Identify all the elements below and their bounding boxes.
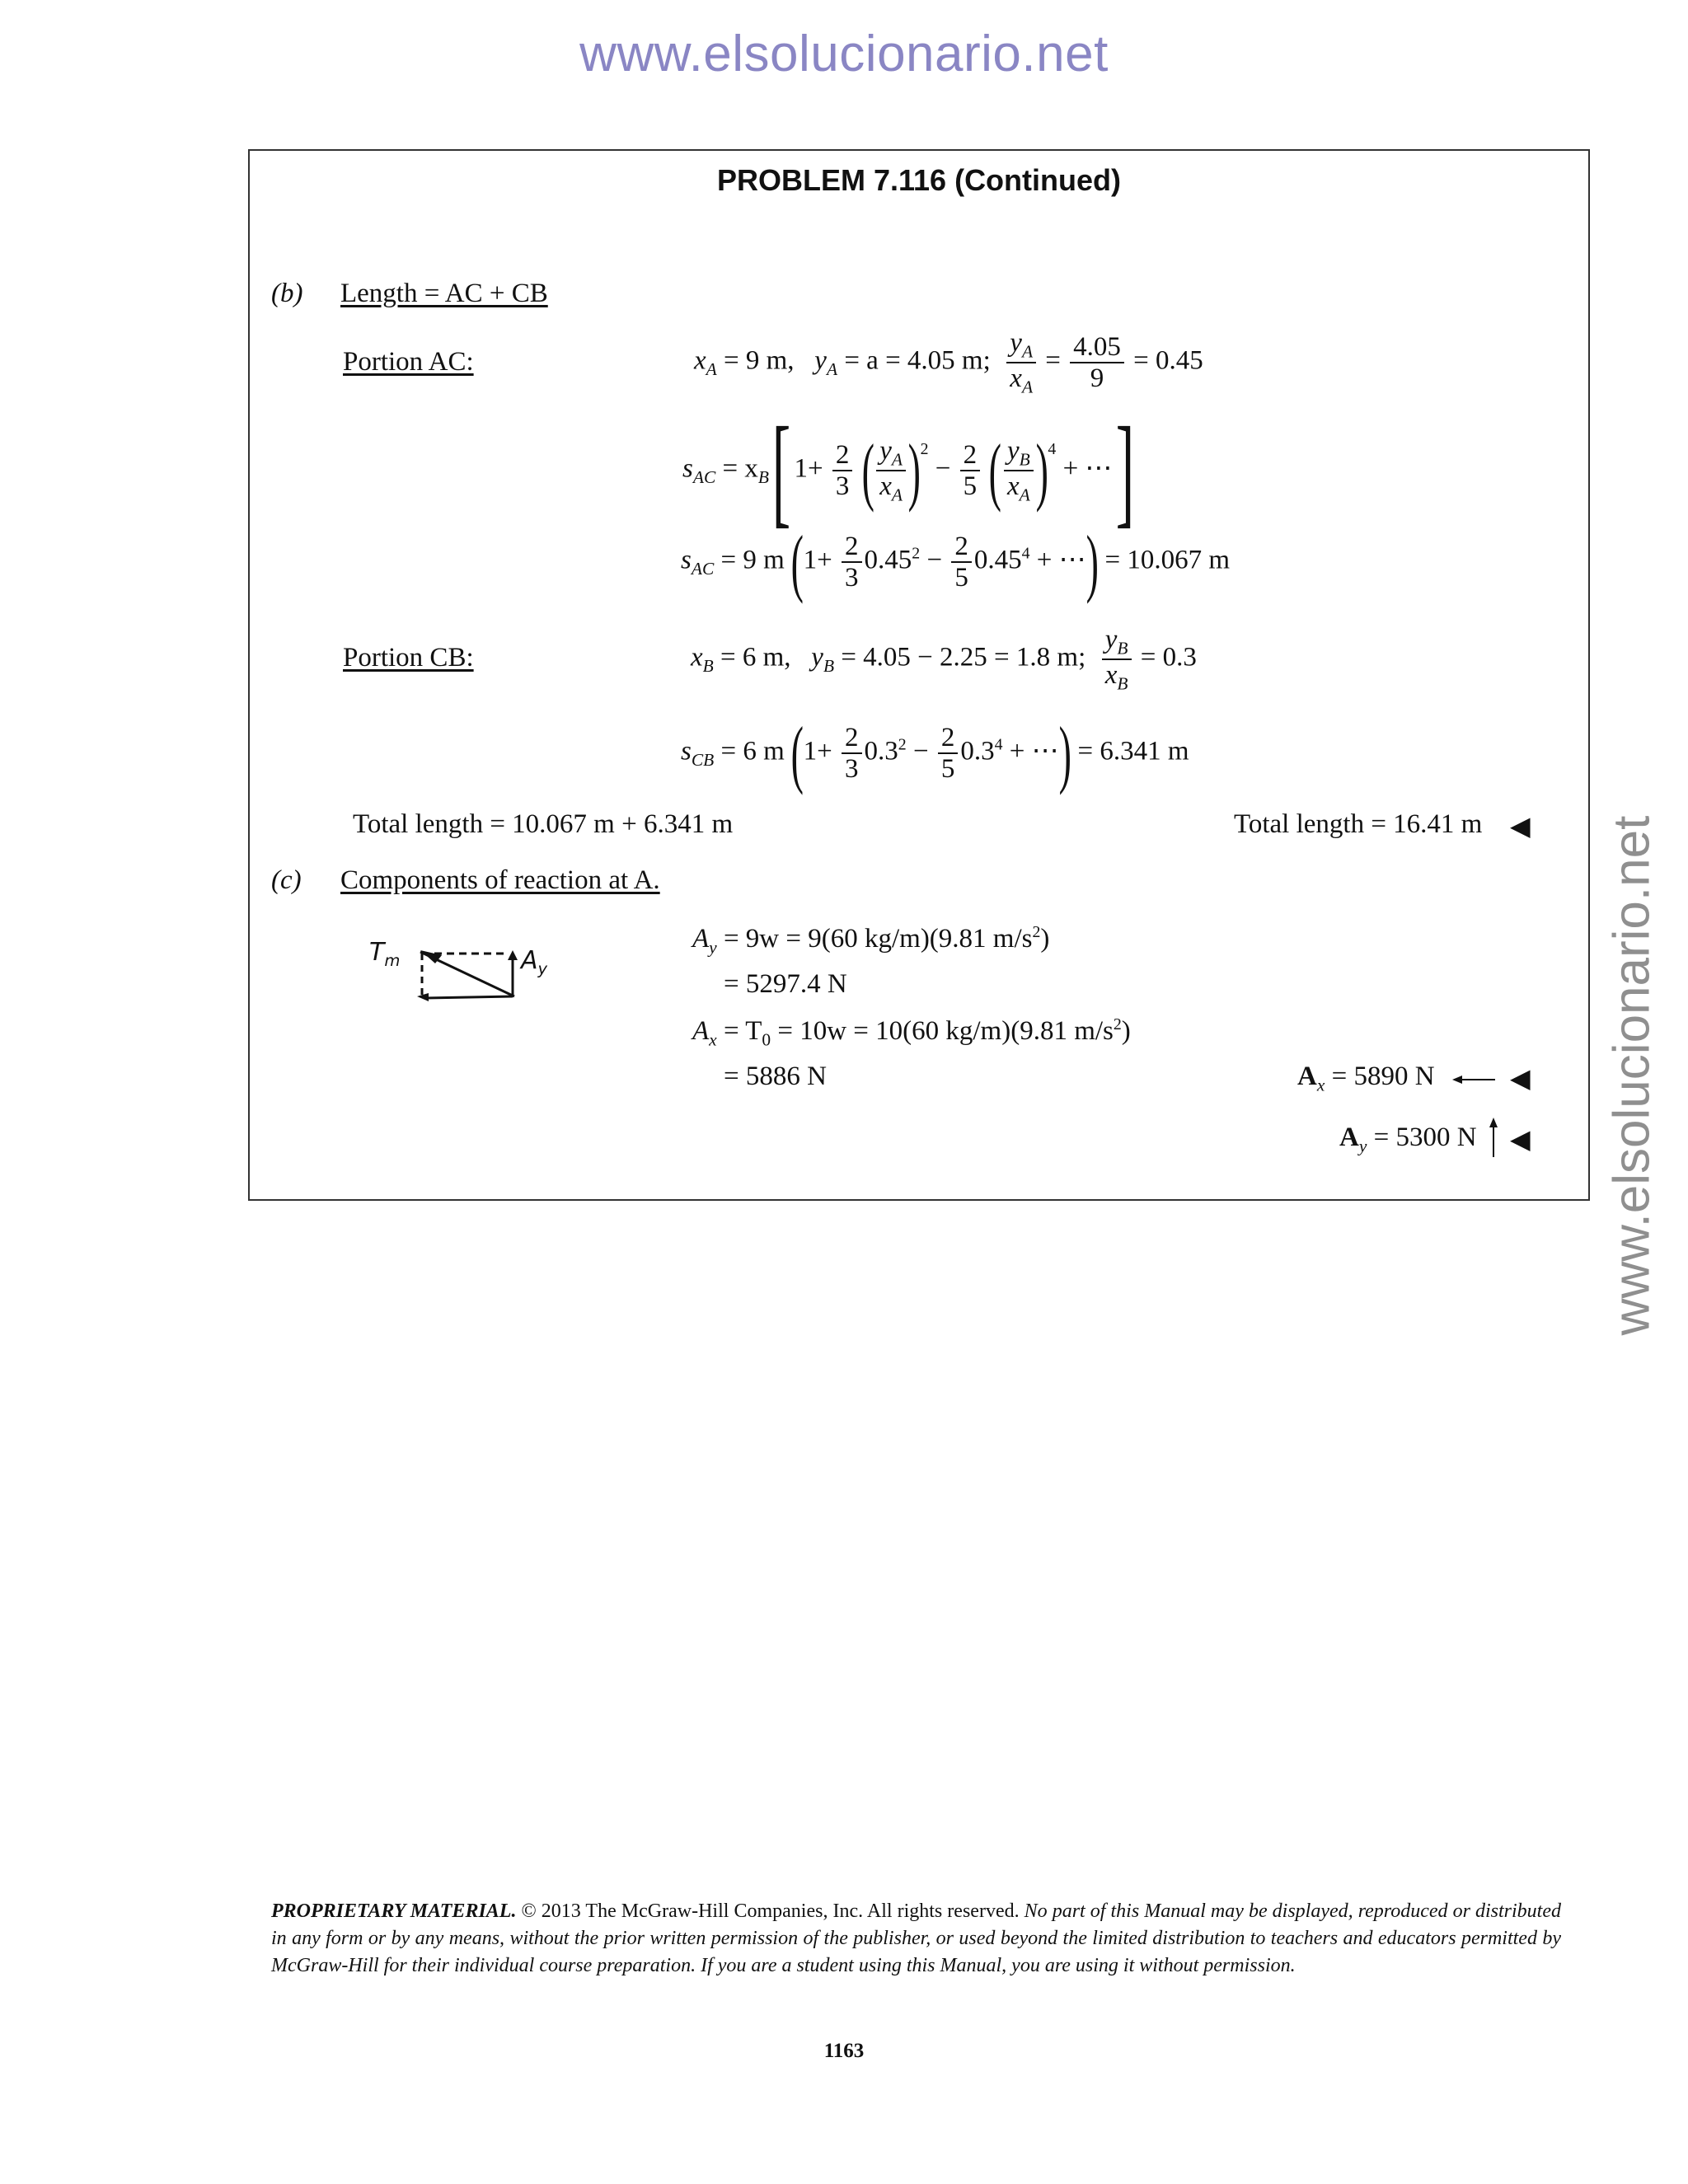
portion-cb-ratio-equation: $x_B = 6$ m, $y_B = 4.05 - 2.25 = 1.8$ m; $\frac{y_B}{x_B}$ = 0.3 xyxy=(691,625,1197,694)
problem-title: PROBLEM 7.116 (Continued) xyxy=(716,163,1122,197)
ax-arrow-left-icon xyxy=(1451,1071,1497,1088)
portion-ac-ratio-equation: $x_A = 9$ m, $y_A = a = 4.05$ m; $\frac{y_A}{x_A}$ = $\frac{4.05}{9}$ = 0.45 xyxy=(694,328,1203,397)
page-number: 1163 xyxy=(823,2040,865,2062)
ax-equation: $A_x = T_0 = 10w = 10(60$ kg/m)(9.81 $m/s^2$) xyxy=(692,1015,1131,1050)
answer-marker-icon: ◀ xyxy=(1510,1123,1531,1155)
portion-ac-label: Portion AC: xyxy=(343,347,474,377)
ax-answer: $A_x = 5890$ N xyxy=(1297,1062,1435,1095)
sketch-label-t: $T_m$ xyxy=(369,938,401,970)
ay-equation: $A_y = 9w = 9(60$ kg/m)(9.81 $m/s^2$) xyxy=(692,923,1050,958)
ay-arrow-up-icon xyxy=(1487,1116,1500,1159)
answer-marker-icon: ◀ xyxy=(1510,810,1531,841)
part-b-label: (b) xyxy=(271,279,303,308)
numeric-scb: $s_{CB} = 6$ m (1+ $\frac{2}{3}$ $0.3^2$ − $\frac{2}{5}$ $0.3^4$ + ⋯) = 6.341 m xyxy=(681,711,1189,795)
copyright-notice: PROPRIETARY MATERIAL. © 2013 The McGraw-Hill Companies, Inc. All rights reserved. No part of this Manual may be displayed, reproduced or distributed in any form or by any means, without the prior written permission of the publisher, or used beyond the limited distribution to teachers and educators permitted by McGraw-Hill for their individual course preparation. If you are a student using this Manual, you are using it without permission. xyxy=(271,1900,1561,1976)
watermark-top: www.elsolucionario.net xyxy=(579,26,1109,82)
sketch-label-ay: $A_y$ xyxy=(521,946,548,978)
series-formula-sac: $s_{AC} = x_B$ [ 1+ $\frac{2}{3}$ ( $\frac{y_A}{x_A}$ )$^2$ − $\frac{2}{5}$ ( $\frac{y_B}{x_A}$ )$^4$ + ⋯ ] xyxy=(682,402,1134,539)
portion-cb-label: Portion CB: xyxy=(343,643,474,673)
total-length-answer: Total length = 16.41 m xyxy=(1234,809,1483,839)
part-b-heading: Length = AC + CB xyxy=(340,279,548,308)
ay-value: = 5297.4 N xyxy=(724,969,847,999)
watermark-side: www.elsolucionario.net xyxy=(1603,815,1661,1336)
part-c-heading: Components of reaction at A. xyxy=(340,865,660,895)
ax-value: = 5886 N xyxy=(724,1062,827,1091)
numeric-sac: $s_{AC} = 9$ m (1+ $\frac{2}{3}$ 0.45$^2$ − $\frac{2}{5}$ 0.45$^4$ + ⋯) = 10.067 m xyxy=(681,520,1230,604)
total-length-calc: Total length = 10.067 m + 6.341 m xyxy=(353,809,734,839)
part-c-label: (c) xyxy=(271,865,302,895)
ay-answer: $A_y = 5300$ N xyxy=(1339,1122,1477,1156)
answer-marker-icon: ◀ xyxy=(1510,1062,1531,1094)
